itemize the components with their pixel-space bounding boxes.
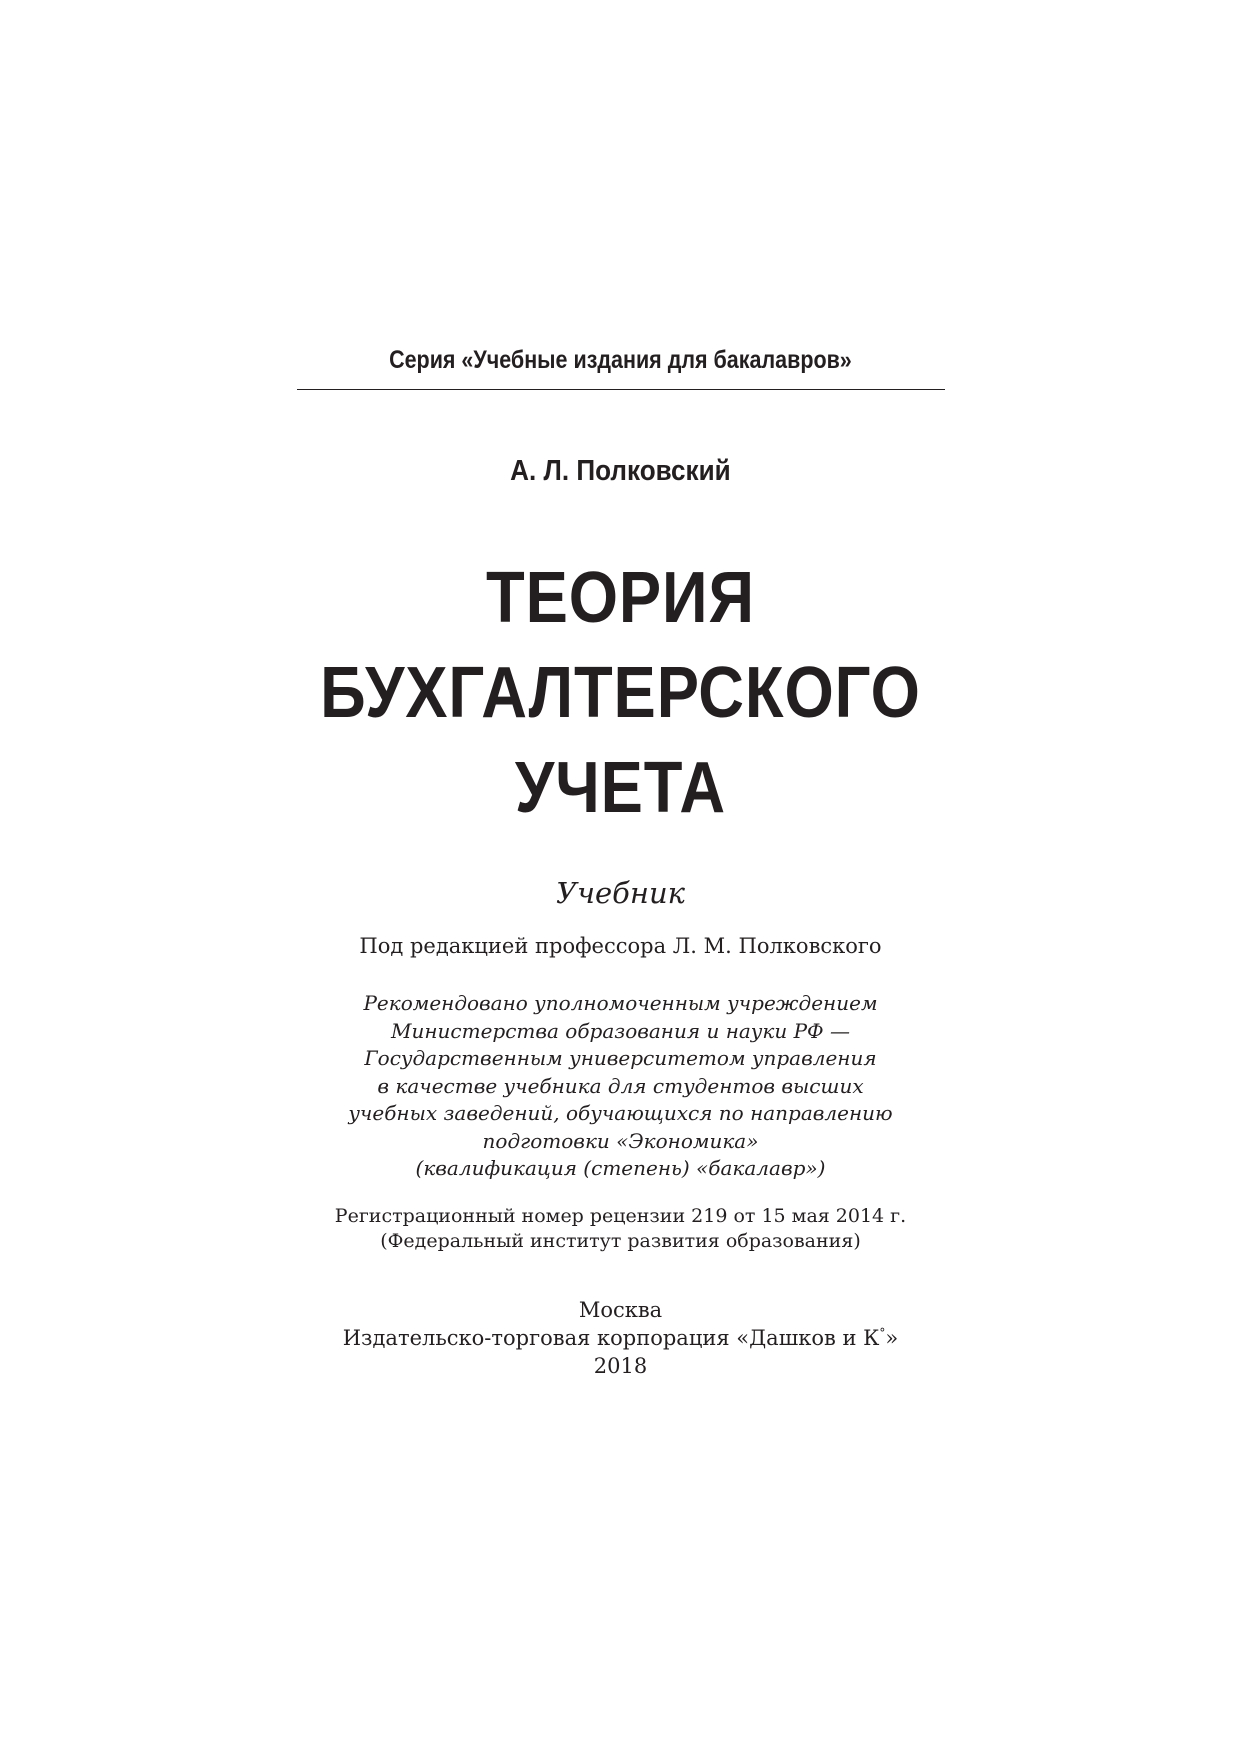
recommendation-line: в качестве учебника для студентов высших <box>377 1073 864 1098</box>
registration-line: Регистрационный номер рецензии 219 от 15 мая 2014 г. <box>334 1205 907 1227</box>
publisher-name <box>0 1324 1241 1352</box>
registration-block <box>0 1204 1241 1254</box>
recommendation-line: учебных заведений, обучающихся по направлению <box>348 1101 893 1125</box>
publisher-degree-sign: ° <box>879 1326 886 1340</box>
publisher-city: Москва <box>578 1298 663 1322</box>
recommendation-line: (квалификация (степень) «бакалавр») <box>415 1156 826 1180</box>
publisher-name-close-quote: » <box>885 1326 899 1350</box>
book-type: Учебник <box>556 876 685 910</box>
book-title-line-1: ТЕОРИЯ <box>486 558 755 638</box>
recommendation-line: Рекомендовано уполномоченным учреждением <box>363 991 878 1015</box>
book-title-line-3: УЧЕТА <box>514 748 726 828</box>
series-divider <box>297 389 945 390</box>
book-title-line-2: БУХГАЛТЕРСКОГО <box>320 653 921 733</box>
series-title: Серия «Учебные издания для бакалавров» <box>389 346 852 374</box>
recommendation-block <box>0 990 1241 1183</box>
author-name: А. Л. Полковский <box>510 455 731 487</box>
editor-line: Под редакцией профессора Л. М. Полковского <box>359 934 882 958</box>
publisher-block <box>0 1296 1241 1380</box>
recommendation-line: Министерства образования и науки РФ — <box>391 1018 850 1043</box>
publisher-name-text: Издательско-торговая корпорация «Дашков и К <box>342 1326 880 1350</box>
recommendation-line: Государственным университетом управления <box>364 1046 877 1070</box>
registration-line: (Федеральный институт развития образования) <box>380 1230 861 1252</box>
recommendation-line: подготовки «Экономика» <box>482 1128 759 1153</box>
publication-year: 2018 <box>593 1354 648 1378</box>
